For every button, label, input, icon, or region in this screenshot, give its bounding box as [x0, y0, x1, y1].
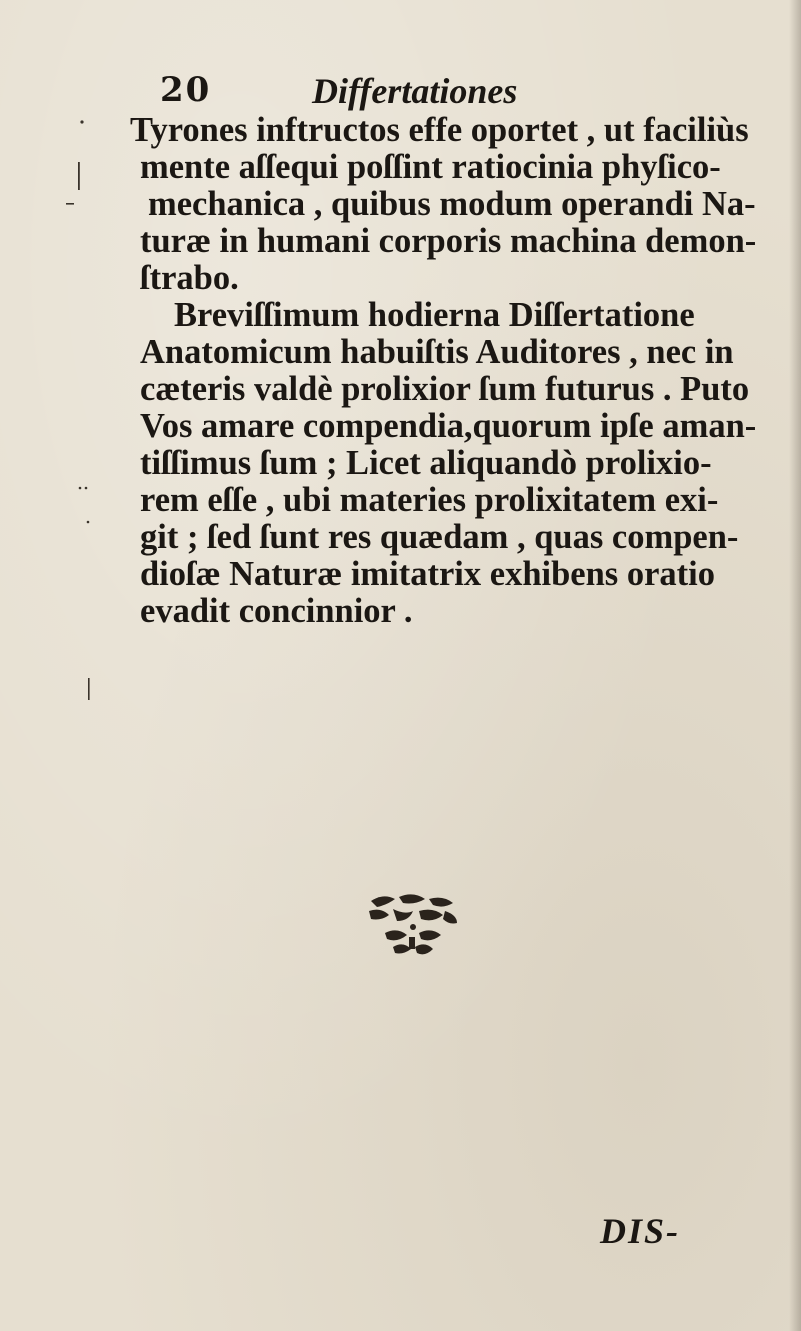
text-line: turæ in humani corporis machina demon- [140, 222, 757, 260]
floral-ornament-icon [363, 893, 463, 961]
catchword: DIS- [600, 1211, 681, 1251]
margin-specks [60, 90, 90, 740]
page-number: 20 [160, 70, 212, 110]
text-line: evadit concinnior . [140, 592, 413, 630]
text-line: mechanica , quibus modum operandi Na- [148, 185, 756, 223]
main-text [130, 112, 780, 630]
text-line: Tyrones inftructos effe oportet , ut faciliùs [130, 111, 749, 149]
text-line: Anatomicum habuiſtis Auditores , nec in [140, 333, 734, 371]
text-line: mente aſſequi poſſint ratiocinia phyſico- [140, 148, 721, 186]
page-edge-shadow [789, 0, 801, 1331]
running-title: Differtationes [312, 71, 518, 111]
text-line: dioſæ Naturæ imitatrix exhibens oratio [140, 555, 715, 593]
text-line: rem eſſe , ubi materies prolixitatem exi- [140, 481, 719, 519]
page-header [160, 70, 760, 110]
text-line: git ; ſed ſunt res quædam , quas compen- [140, 518, 739, 556]
text-line: Breviſſimum hodierna Diſſertatione [174, 296, 695, 334]
text-line: tiſſimus ſum ; Licet aliquandò prolixio- [140, 444, 712, 482]
text-line: Vos amare compendia,quorum ipſe aman- [140, 407, 757, 445]
text-line: cæteris valdè prolixior ſum futurus . Puto [140, 370, 750, 408]
text-line: ſtrabo. [140, 259, 239, 297]
